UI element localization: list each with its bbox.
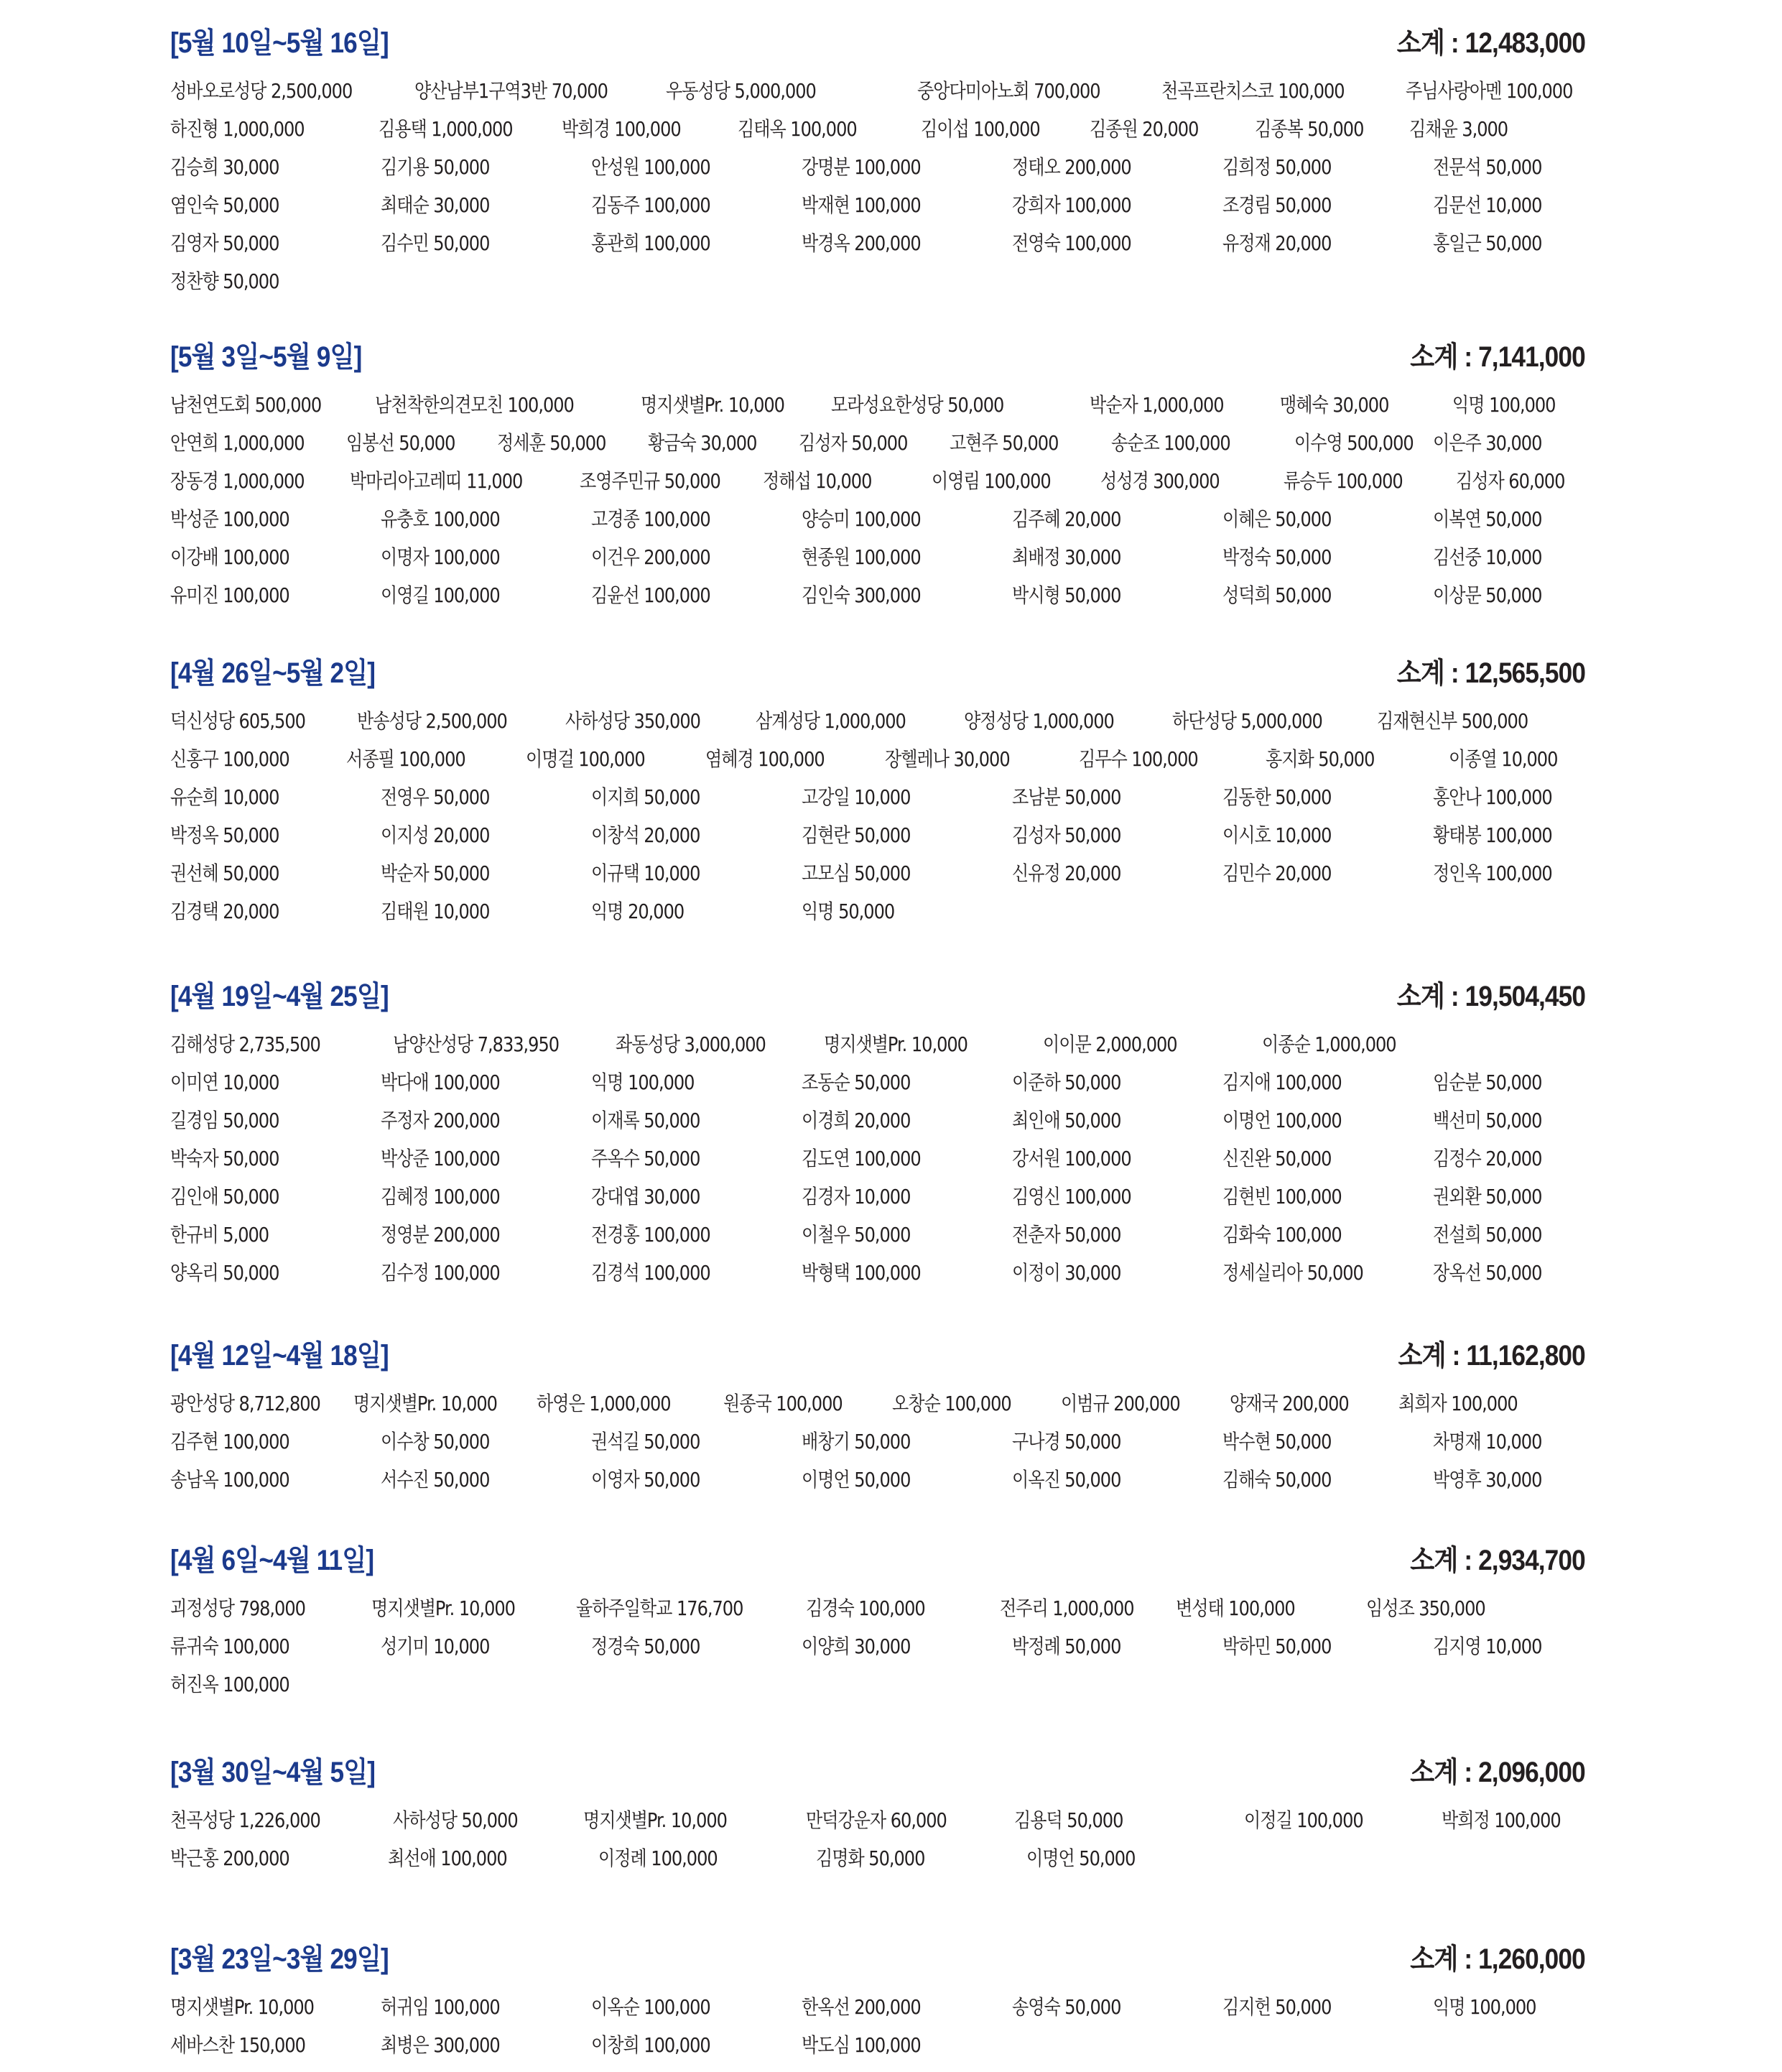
donor-entry: 명지샛별Pr. 10,000 (583, 1808, 727, 1832)
section-date-range-title: [3월 30일~4월 5일] (170, 1757, 376, 1788)
donor-entry: 김경석 100,000 (591, 1260, 710, 1285)
donor-entry: 신홍구 100,000 (170, 746, 289, 771)
donation-week-section (170, 1936, 1585, 2063)
donor-entry: 명지샛별Pr. 10,000 (824, 1032, 967, 1056)
donor-entry: 장헬레나 30,000 (885, 746, 1010, 771)
donor-entry: 백선미 50,000 (1433, 1108, 1542, 1132)
donor-entry: 김수민 50,000 (381, 231, 490, 255)
donor-entry: 박하민 50,000 (1222, 1634, 1332, 1658)
donor-entry: 익명 50,000 (802, 899, 895, 923)
donor-entry: 김동주 100,000 (591, 193, 710, 217)
donor-entry: 김지영 10,000 (1433, 1634, 1542, 1658)
donor-entry: 정해섭 10,000 (763, 468, 872, 493)
donor-row (170, 108, 1585, 147)
donor-entry: 강명분 100,000 (802, 154, 921, 179)
donor-entry: 염혜경 100,000 (705, 746, 825, 771)
donor-entry: 이수영 500,000 (1294, 430, 1414, 455)
donor-entry: 정태오 200,000 (1012, 154, 1131, 179)
section-subtotal: 소계 : 19,504,450 (1396, 981, 1585, 1012)
donor-entry: 류귀숙 100,000 (170, 1634, 289, 1658)
donor-entry: 황태봉 100,000 (1433, 823, 1552, 847)
donor-entry: 김명화 50,000 (816, 1846, 925, 1870)
donor-entry: 정인옥 100,000 (1433, 861, 1552, 885)
donor-entry: 정찬향 50,000 (170, 269, 279, 293)
donor-row (170, 499, 1585, 537)
donor-entry: 고강일 10,000 (802, 785, 911, 809)
donor-entry: 신유정 20,000 (1012, 861, 1121, 885)
section-subtotal: 소계 : 2,096,000 (1410, 1757, 1585, 1788)
section-header (170, 1936, 1585, 1987)
donor-row (170, 1024, 1585, 1062)
donor-entry: 익명 100,000 (591, 1070, 695, 1094)
section-subtotal: 소계 : 7,141,000 (1410, 341, 1585, 373)
donor-entry: 김도연 100,000 (802, 1146, 921, 1170)
donor-entry: 김성자 50,000 (1012, 823, 1121, 847)
section-date-range-title: [5월 10일~5월 16일] (170, 27, 389, 59)
donor-entry: 김문선 10,000 (1433, 193, 1542, 217)
section-date-range-title: [4월 26일~5월 2일] (170, 657, 376, 689)
donor-entry: 모라성요한성당 50,000 (831, 392, 1004, 417)
donor-row (170, 1100, 1585, 1138)
donor-entry: 이명언 50,000 (1026, 1846, 1136, 1870)
donor-entry: 이명언 50,000 (802, 1467, 911, 1491)
donor-entry: 천곡프란치스코 100,000 (1161, 78, 1345, 103)
donor-entry: 사하성당 350,000 (565, 708, 700, 733)
donor-row (170, 1138, 1585, 1176)
donor-entry: 이영림 100,000 (932, 468, 1051, 493)
donor-entry: 익명 100,000 (1433, 1994, 1536, 2019)
donor-entry: 세바스찬 150,000 (170, 2032, 305, 2057)
donor-entry: 신진완 50,000 (1222, 1146, 1332, 1170)
donor-entry: 이정례 100,000 (598, 1846, 718, 1870)
donor-entry: 홍지화 50,000 (1266, 746, 1375, 771)
donor-entry: 이옥진 50,000 (1012, 1467, 1121, 1491)
donor-entry: 이영길 100,000 (381, 583, 500, 607)
donor-entry: 김재현신부 500,000 (1377, 708, 1528, 733)
donor-row (170, 384, 1585, 422)
section-date-range-title: [3월 23일~3월 29일] (170, 1943, 389, 1975)
donor-entry: 김수정 100,000 (381, 1260, 500, 1285)
donation-week-section (170, 1749, 1585, 1876)
donor-entry: 한옥선 200,000 (802, 1994, 921, 2019)
donor-entry: 김이섭 100,000 (921, 116, 1040, 141)
donor-entry: 박상준 100,000 (381, 1146, 500, 1170)
donor-entry: 강희자 100,000 (1012, 193, 1131, 217)
donor-entry: 허진옥 100,000 (170, 1672, 289, 1696)
donor-entry: 김채윤 3,000 (1409, 116, 1508, 141)
donor-entry: 황금숙 30,000 (648, 430, 757, 455)
donor-entry: 김혜정 100,000 (381, 1184, 500, 1208)
donor-entry: 김해숙 50,000 (1222, 1467, 1332, 1491)
donor-entry: 명지샛별Pr. 10,000 (641, 392, 784, 417)
donor-entry: 유충호 100,000 (381, 507, 500, 531)
donor-entry: 박정숙 50,000 (1222, 545, 1332, 569)
donor-entry: 좌동성당 3,000,000 (616, 1032, 766, 1056)
donor-entry: 장동경 1,000,000 (170, 468, 305, 493)
donor-entry: 하진형 1,000,000 (170, 116, 305, 141)
donation-week-section (170, 973, 1585, 1290)
donor-entry: 우동성당 5,000,000 (666, 78, 816, 103)
donor-entry: 익명 20,000 (591, 899, 685, 923)
donor-entry: 염인숙 50,000 (170, 193, 279, 217)
donor-entry: 김지헌 50,000 (1222, 1994, 1332, 2019)
donor-entry: 이은주 30,000 (1432, 430, 1542, 455)
donor-row (170, 1626, 1585, 1664)
donor-entry: 삼계성당 1,000,000 (756, 708, 906, 733)
donor-row (170, 537, 1585, 575)
donor-row (170, 815, 1585, 853)
donor-entry: 박다애 100,000 (381, 1070, 500, 1094)
donor-entry: 조동순 50,000 (802, 1070, 911, 1094)
donor-entry: 이규택 10,000 (591, 861, 700, 885)
donor-entry: 김태원 10,000 (381, 899, 490, 923)
donor-entry: 반송성당 2,500,000 (357, 708, 507, 733)
donor-entry: 명지샛별Pr. 10,000 (170, 1994, 314, 2019)
donor-entry: 김종원 20,000 (1090, 116, 1199, 141)
donor-entry: 전영우 50,000 (381, 785, 490, 809)
section-subtotal: 소계 : 12,565,500 (1396, 657, 1585, 689)
donor-entry: 한규비 5,000 (170, 1222, 269, 1247)
donor-entry: 박영후 30,000 (1433, 1467, 1542, 1491)
donor-entry: 김현란 50,000 (802, 823, 911, 847)
section-header (170, 1749, 1585, 1800)
donor-entry: 권외환 50,000 (1433, 1184, 1542, 1208)
donor-entry: 천곡성당 1,226,000 (170, 1808, 320, 1832)
donor-row (170, 461, 1585, 499)
donor-entry: 구나경 50,000 (1012, 1429, 1121, 1453)
donor-entry: 이지희 50,000 (591, 785, 700, 809)
donor-entry: 김성자 60,000 (1456, 468, 1565, 493)
donor-entry: 박희경 100,000 (562, 116, 681, 141)
donor-entry: 이명걸 100,000 (526, 746, 645, 771)
donor-entry: 현종원 100,000 (802, 545, 921, 569)
donor-entry: 김용덕 50,000 (1014, 1808, 1123, 1832)
donor-entry: 김인애 50,000 (170, 1184, 279, 1208)
donor-row (170, 1176, 1585, 1214)
donor-entry: 전설희 50,000 (1433, 1222, 1542, 1247)
donor-entry: 정세실리아 50,000 (1222, 1260, 1363, 1285)
donor-entry: 박정례 50,000 (1012, 1634, 1121, 1658)
donor-row (170, 261, 1585, 299)
section-header (170, 973, 1585, 1024)
donor-entry: 유미진 100,000 (170, 583, 289, 607)
donor-entry: 김현빈 100,000 (1222, 1184, 1342, 1208)
donor-entry: 이상문 50,000 (1433, 583, 1542, 607)
donor-entry: 성바오로성당 2,500,000 (170, 78, 353, 103)
donor-entry: 조남분 50,000 (1012, 785, 1121, 809)
donor-entry: 광안성당 8,712,800 (170, 1391, 320, 1415)
donor-entry: 박희정 100,000 (1442, 1808, 1561, 1832)
donor-row (170, 1421, 1585, 1459)
donor-entry: 김희정 50,000 (1222, 154, 1332, 179)
donor-entry: 정경숙 50,000 (591, 1634, 700, 1658)
section-header (170, 20, 1585, 70)
donor-entry: 송남옥 100,000 (170, 1467, 289, 1491)
donor-entry: 양옥리 50,000 (170, 1260, 279, 1285)
donor-entry: 김영자 50,000 (170, 231, 279, 255)
donor-entry: 주옥수 50,000 (591, 1146, 700, 1170)
donor-row (170, 223, 1585, 261)
donor-row (170, 1588, 1585, 1626)
donor-row (170, 700, 1585, 739)
donor-entry: 홍일근 50,000 (1433, 231, 1542, 255)
donor-row (170, 1987, 1585, 2025)
donor-entry: 최병은 300,000 (381, 2032, 500, 2057)
donor-entry: 율하주일학교 176,700 (576, 1596, 743, 1620)
donor-entry: 임봉선 50,000 (346, 430, 455, 455)
donor-entry: 괴정성당 798,000 (170, 1596, 305, 1620)
donor-entry: 고현주 50,000 (950, 430, 1059, 455)
donor-entry: 김주혜 20,000 (1012, 507, 1121, 531)
donor-entry: 이정길 100,000 (1244, 1808, 1363, 1832)
section-subtotal: 소계 : 11,162,800 (1398, 1340, 1585, 1372)
donor-entry: 김민수 20,000 (1222, 861, 1332, 885)
donor-entry: 명지샛별Pr. 10,000 (371, 1596, 515, 1620)
donor-entry: 이창석 20,000 (591, 823, 700, 847)
section-date-range-title: [4월 6일~4월 11일] (170, 1545, 374, 1576)
donor-row (170, 777, 1585, 815)
donor-entry: 송순조 100,000 (1111, 430, 1230, 455)
section-subtotal: 소계 : 12,483,000 (1396, 27, 1585, 59)
donor-entry: 익명 100,000 (1452, 392, 1556, 417)
donor-entry: 허귀임 100,000 (381, 1994, 500, 2019)
donor-entry: 성성경 300,000 (1100, 468, 1220, 493)
section-date-range-title: [4월 12일~4월 18일] (170, 1340, 389, 1372)
donor-entry: 김경자 10,000 (802, 1184, 911, 1208)
donor-entry: 박성준 100,000 (170, 507, 289, 531)
donor-entry: 박시형 50,000 (1012, 583, 1121, 607)
donor-entry: 송영숙 50,000 (1012, 1994, 1121, 2019)
donor-entry: 명지샛별Pr. 10,000 (353, 1391, 497, 1415)
section-subtotal: 소계 : 1,260,000 (1410, 1943, 1585, 1975)
donor-entry: 김경숙 100,000 (806, 1596, 925, 1620)
donor-entry: 안성원 100,000 (591, 154, 710, 179)
donor-entry: 권석길 50,000 (591, 1429, 700, 1453)
donor-entry: 김승희 30,000 (170, 154, 279, 179)
donor-entry: 김영신 100,000 (1012, 1184, 1131, 1208)
section-header (170, 334, 1585, 384)
donor-entry: 사하성당 50,000 (393, 1808, 518, 1832)
donor-entry: 박형택 100,000 (802, 1260, 921, 1285)
donor-entry: 이경희 20,000 (802, 1108, 911, 1132)
donor-entry: 임성조 350,000 (1366, 1596, 1485, 1620)
donor-entry: 길경임 50,000 (170, 1108, 279, 1132)
donor-entry: 이양희 30,000 (802, 1634, 911, 1658)
donor-row (170, 147, 1585, 185)
donor-entry: 강대엽 30,000 (591, 1184, 700, 1208)
donor-entry: 박정옥 50,000 (170, 823, 279, 847)
donor-entry: 유정재 20,000 (1222, 231, 1332, 255)
donor-entry: 유순희 10,000 (170, 785, 279, 809)
donor-entry: 이종순 1,000,000 (1262, 1032, 1396, 1056)
donor-entry: 김화숙 100,000 (1222, 1222, 1342, 1247)
donor-entry: 홍관희 100,000 (591, 231, 710, 255)
donor-entry: 이미연 10,000 (170, 1070, 279, 1094)
donor-entry: 김종복 50,000 (1255, 116, 1364, 141)
donor-entry: 강서원 100,000 (1012, 1146, 1131, 1170)
donor-row (170, 70, 1585, 108)
donor-row (170, 1062, 1585, 1100)
donor-entry: 이준하 50,000 (1012, 1070, 1121, 1094)
donor-entry: 성덕희 50,000 (1222, 583, 1332, 607)
donor-row (170, 185, 1585, 223)
donor-entry: 전문석 50,000 (1433, 154, 1542, 179)
donor-entry: 김지애 100,000 (1222, 1070, 1342, 1094)
donation-week-section (170, 1333, 1585, 1497)
donation-week-section (170, 20, 1585, 299)
donor-entry: 정세훈 50,000 (497, 430, 606, 455)
donor-entry: 김정수 20,000 (1433, 1146, 1542, 1170)
donor-entry: 덕신성당 605,500 (170, 708, 305, 733)
donor-entry: 권선혜 50,000 (170, 861, 279, 885)
donor-entry: 하영은 1,000,000 (537, 1391, 671, 1415)
donor-entry: 이이문 2,000,000 (1043, 1032, 1177, 1056)
donor-entry: 이명자 100,000 (381, 545, 500, 569)
donor-entry: 전춘자 50,000 (1012, 1222, 1121, 1247)
donor-entry: 조경림 50,000 (1222, 193, 1332, 217)
donor-entry: 박근홍 200,000 (170, 1846, 289, 1870)
donor-entry: 이건우 200,000 (591, 545, 710, 569)
donor-row (170, 1383, 1585, 1421)
donor-row (170, 739, 1585, 777)
section-header (170, 650, 1585, 700)
donor-row (170, 1800, 1585, 1838)
section-header (170, 1333, 1585, 1383)
donor-entry: 원종국 100,000 (723, 1391, 843, 1415)
section-subtotal: 소계 : 2,934,700 (1410, 1545, 1585, 1576)
donor-entry: 변성태 100,000 (1176, 1596, 1295, 1620)
section-header (170, 1537, 1585, 1588)
donor-entry: 박경옥 200,000 (802, 231, 921, 255)
donor-entry: 이옥순 100,000 (591, 1994, 710, 2019)
donor-entry: 김윤선 100,000 (591, 583, 710, 607)
donor-entry: 남양산성당 7,833,950 (393, 1032, 560, 1056)
donor-row (170, 2025, 1585, 2063)
donor-entry: 최태순 30,000 (381, 193, 490, 217)
donor-entry: 이종열 10,000 (1449, 746, 1558, 771)
donor-entry: 맹혜숙 30,000 (1280, 392, 1389, 417)
donor-entry: 조영주민규 50,000 (580, 468, 720, 493)
donation-week-section (170, 334, 1585, 613)
donor-entry: 이혜은 50,000 (1222, 507, 1332, 531)
donor-entry: 이창희 100,000 (591, 2032, 710, 2057)
donor-entry: 장옥선 50,000 (1433, 1260, 1542, 1285)
donor-entry: 남천착한의견모친 100,000 (375, 392, 574, 417)
donor-row (170, 1252, 1585, 1290)
donor-entry: 이영자 50,000 (591, 1467, 700, 1491)
donor-entry: 김무수 100,000 (1079, 746, 1198, 771)
donor-entry: 서수진 50,000 (381, 1467, 490, 1491)
donor-entry: 김태옥 100,000 (738, 116, 857, 141)
donor-entry: 하단성당 5,000,000 (1172, 708, 1322, 733)
donor-entry: 주님사랑아멘 100,000 (1406, 78, 1573, 103)
donor-entry: 주정자 200,000 (381, 1108, 500, 1132)
donor-entry: 만덕강운자 60,000 (806, 1808, 947, 1832)
donor-row (170, 891, 1585, 929)
donor-entry: 김선중 10,000 (1433, 545, 1542, 569)
donor-entry: 전영숙 100,000 (1012, 231, 1131, 255)
donor-entry: 서종필 100,000 (346, 746, 465, 771)
donation-week-section (170, 650, 1585, 929)
donor-entry: 차명재 10,000 (1433, 1429, 1542, 1453)
donor-entry: 최선애 100,000 (388, 1846, 507, 1870)
donor-row (170, 575, 1585, 613)
donor-entry: 이범규 200,000 (1061, 1391, 1180, 1415)
donor-entry: 고모심 50,000 (802, 861, 911, 885)
donor-entry: 박숙자 50,000 (170, 1146, 279, 1170)
donor-entry: 이명언 100,000 (1222, 1108, 1342, 1132)
donor-entry: 김기용 50,000 (381, 154, 490, 179)
donor-entry: 전경홍 100,000 (591, 1222, 710, 1247)
donation-week-section (170, 1537, 1585, 1702)
donor-row (170, 1214, 1585, 1252)
donor-entry: 양재국 200,000 (1230, 1391, 1349, 1415)
donor-entry: 이강배 100,000 (170, 545, 289, 569)
donor-entry: 김성자 50,000 (799, 430, 908, 455)
donor-row (170, 1838, 1585, 1876)
donor-entry: 고경종 100,000 (591, 507, 710, 531)
donor-entry: 이복연 50,000 (1433, 507, 1542, 531)
donor-entry: 박수현 50,000 (1222, 1429, 1332, 1453)
donor-entry: 양산남부1구역3반 70,000 (414, 78, 608, 103)
donor-entry: 박마리아고레띠 11,000 (350, 468, 523, 493)
donor-entry: 김용택 1,000,000 (379, 116, 513, 141)
donor-entry: 홍안나 100,000 (1433, 785, 1552, 809)
donor-entry: 김동한 50,000 (1222, 785, 1332, 809)
section-date-range-title: [5월 3일~5월 9일] (170, 341, 362, 373)
donor-entry: 이시호 10,000 (1222, 823, 1332, 847)
donor-entry: 김해성당 2,735,500 (170, 1032, 320, 1056)
donor-entry: 김인숙 300,000 (802, 583, 921, 607)
donor-entry: 박순자 50,000 (381, 861, 490, 885)
donor-entry: 이지성 20,000 (381, 823, 490, 847)
donor-entry: 박도심 100,000 (802, 2032, 921, 2057)
donor-entry: 배창기 50,000 (802, 1429, 911, 1453)
donor-entry: 최희자 100,000 (1398, 1391, 1518, 1415)
donor-entry: 최인애 50,000 (1012, 1108, 1121, 1132)
donor-entry: 김경택 20,000 (170, 899, 279, 923)
donor-entry: 이철우 50,000 (802, 1222, 911, 1247)
donor-entry: 류승두 100,000 (1284, 468, 1403, 493)
donor-entry: 중앙다미아노회 700,000 (917, 78, 1100, 103)
donor-entry: 이재록 50,000 (591, 1108, 700, 1132)
donor-entry: 이수창 50,000 (381, 1429, 490, 1453)
donor-entry: 박순자 1,000,000 (1090, 392, 1224, 417)
donor-entry: 김주현 100,000 (170, 1429, 289, 1453)
donor-entry: 임순분 50,000 (1433, 1070, 1542, 1094)
donor-entry: 양승미 100,000 (802, 507, 921, 531)
donor-row (170, 1664, 1585, 1702)
donor-entry: 성기미 10,000 (381, 1634, 490, 1658)
donor-entry: 이정이 30,000 (1012, 1260, 1121, 1285)
donor-entry: 최배정 30,000 (1012, 545, 1121, 569)
donor-entry: 전주리 1,000,000 (1000, 1596, 1134, 1620)
donor-entry: 양정성당 1,000,000 (964, 708, 1114, 733)
section-date-range-title: [4월 19일~4월 25일] (170, 981, 389, 1012)
donor-row (170, 853, 1585, 891)
donor-entry: 정영분 200,000 (381, 1222, 500, 1247)
donor-entry: 박재현 100,000 (802, 193, 921, 217)
donor-row (170, 422, 1585, 461)
donor-entry: 안연희 1,000,000 (170, 430, 305, 455)
donor-entry: 남천연도회 500,000 (170, 392, 322, 417)
donor-row (170, 1459, 1585, 1497)
donor-entry: 오창순 100,000 (892, 1391, 1011, 1415)
